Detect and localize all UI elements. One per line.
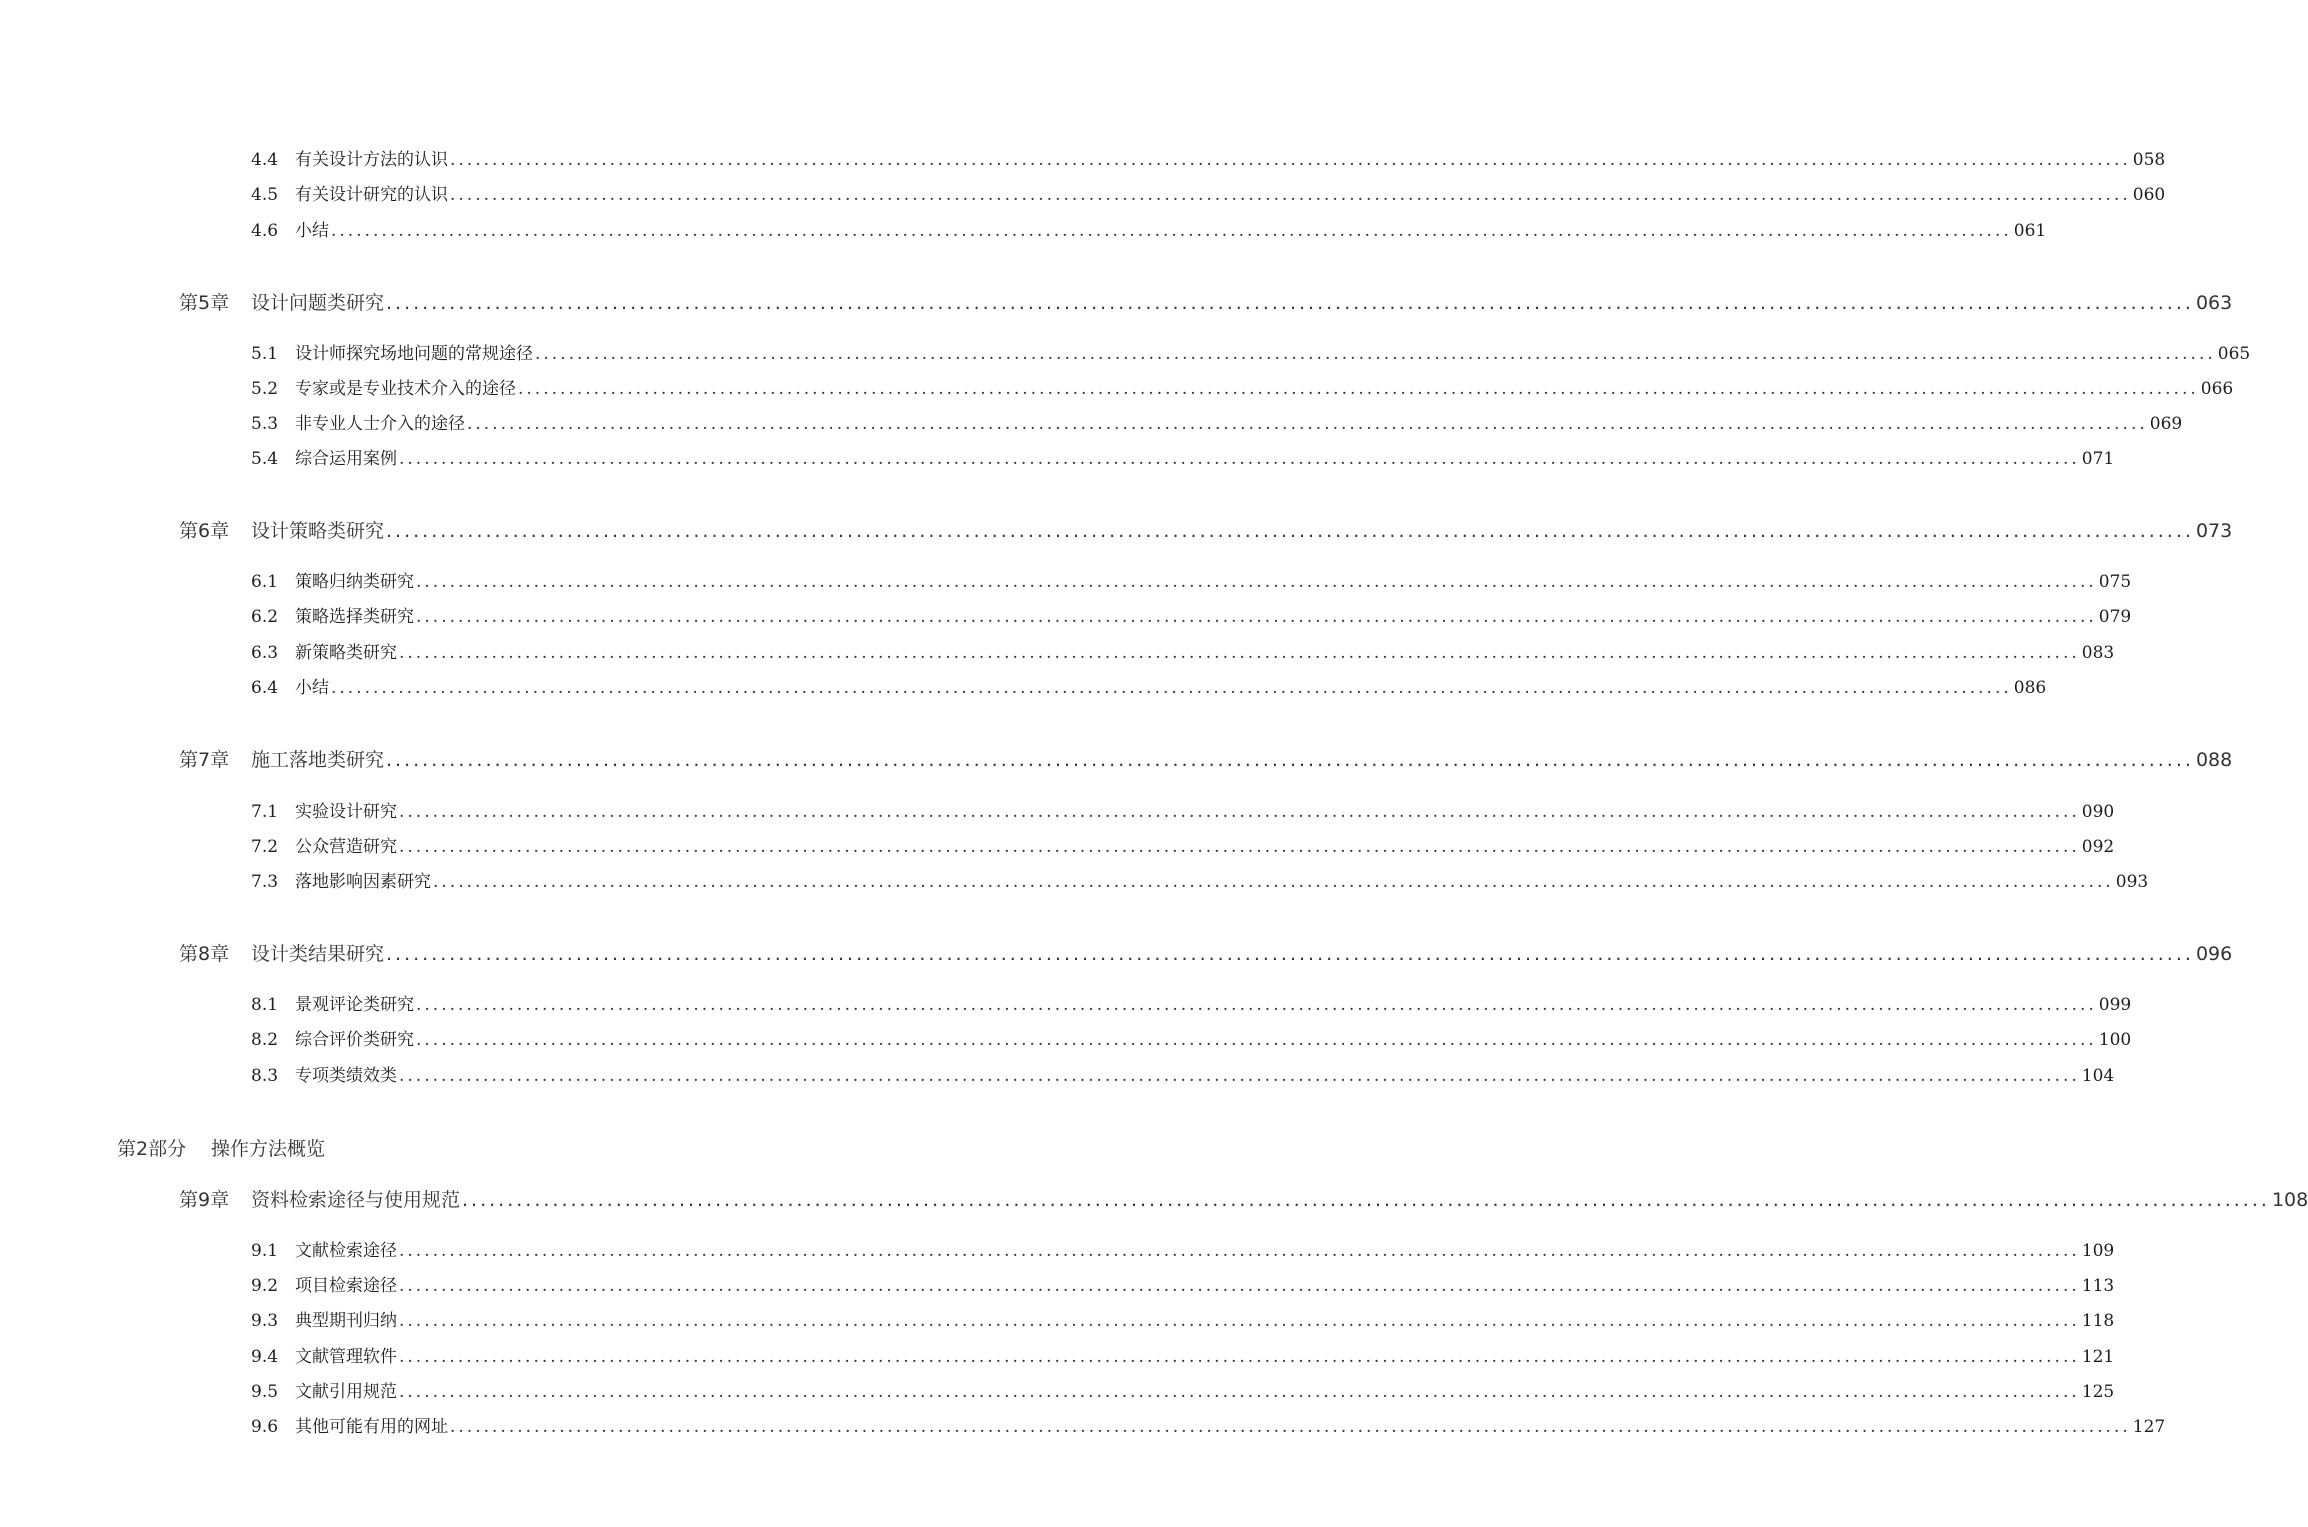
dot-leader: ........................................................................................................................................................................................................ — [386, 520, 2194, 542]
entry-number: 4.5 — [251, 185, 279, 205]
page-number: 121 — [2081, 1347, 2115, 1367]
entry-number: 8.2 — [251, 1030, 279, 1050]
dot-leader: ........................................................................................................................................................................................................ — [518, 379, 2199, 399]
toc-section-entry — [251, 145, 2166, 171]
dot-leader: ........................................................................................................................................................................................................ — [331, 678, 2012, 698]
entry-title: 设计师探究场地问题的常规途径 — [295, 344, 533, 364]
toc-section-entry — [251, 602, 2132, 628]
toc-section-entry — [251, 339, 2251, 365]
dot-leader: ........................................................................................................................................................................................................ — [450, 1417, 2131, 1437]
toc-section-entry — [251, 832, 2115, 858]
dot-leader: ........................................................................................................................................................................................................ — [399, 1276, 2080, 1296]
dot-leader: ........................................................................................................................................................................................................ — [386, 292, 2194, 314]
entry-title: 综合运用案例 — [295, 449, 397, 469]
toc-section-entry — [251, 1236, 2115, 1262]
dot-leader: ........................................................................................................................................................................................................ — [386, 749, 2194, 771]
dot-leader: ........................................................................................................................................................................................................ — [433, 872, 2114, 892]
entry-number: 7.1 — [251, 802, 279, 822]
dot-leader: ........................................................................................................................................................................................................ — [399, 1311, 2080, 1331]
entry-number: 第7章 — [179, 749, 230, 771]
toc-section-entry — [251, 567, 2132, 593]
page-number: 127 — [2132, 1417, 2166, 1437]
dot-leader: ........................................................................................................................................................................................................ — [399, 449, 2080, 469]
toc-section-entry — [251, 216, 2047, 242]
toc-section-entry — [251, 990, 2132, 1016]
entry-number: 9.6 — [251, 1417, 279, 1437]
entry-number: 9.2 — [251, 1276, 279, 1296]
dot-leader: ........................................................................................................................................................................................................ — [399, 1241, 2080, 1261]
toc-section-entry — [251, 638, 2115, 664]
entry-number: 6.4 — [251, 678, 279, 698]
page-number: 090 — [2081, 802, 2115, 822]
entry-title: 专项类绩效类 — [295, 1066, 397, 1086]
page-number: 058 — [2132, 150, 2166, 170]
dot-leader: ........................................................................................................................................................................................................ — [416, 1030, 2097, 1050]
entry-number: 8.3 — [251, 1066, 279, 1086]
toc-section-entry — [251, 797, 2115, 823]
entry-title: 文献引用规范 — [295, 1382, 397, 1402]
entry-number: 5.2 — [251, 379, 279, 399]
page-number: 118 — [2081, 1311, 2115, 1331]
entry-number: 第9章 — [179, 1189, 230, 1211]
page-number: 093 — [2115, 872, 2149, 892]
entry-title: 其他可能有用的网址 — [295, 1417, 448, 1437]
entry-number: 9.1 — [251, 1241, 279, 1261]
entry-number: 7.3 — [251, 872, 279, 892]
page-number: 075 — [2098, 572, 2132, 592]
entry-number: 9.3 — [251, 1311, 279, 1331]
page-number: 071 — [2081, 449, 2115, 469]
entry-title: 综合评价类研究 — [295, 1030, 414, 1050]
toc-chapter-entry — [179, 1185, 2308, 1215]
entry-title: 操作方法概览 — [211, 1138, 326, 1160]
dot-leader: ........................................................................................................................................................................................................ — [450, 185, 2131, 205]
entry-title: 设计策略类研究 — [251, 520, 385, 542]
entry-number: 第5章 — [179, 292, 230, 314]
entry-title: 典型期刊归纳 — [295, 1311, 397, 1331]
toc-section-entry — [251, 409, 2183, 435]
page-number: 104 — [2081, 1066, 2115, 1086]
toc-section-entry — [251, 1025, 2132, 1051]
toc-section-entry — [251, 673, 2047, 699]
toc-section-entry — [251, 867, 2149, 893]
entry-title: 文献检索途径 — [295, 1241, 397, 1261]
page-number: 079 — [2098, 607, 2132, 627]
entry-title: 文献管理软件 — [295, 1347, 397, 1367]
dot-leader: ........................................................................................................................................................................................................ — [416, 607, 2097, 627]
entry-number: 6.1 — [251, 572, 279, 592]
entry-number: 9.5 — [251, 1382, 279, 1402]
page-number: 088 — [2195, 749, 2233, 771]
entry-title: 策略选择类研究 — [295, 607, 414, 627]
entry-number: 4.4 — [251, 150, 279, 170]
page-number: 065 — [2217, 344, 2251, 364]
entry-number: 5.1 — [251, 344, 279, 364]
entry-number: 6.3 — [251, 643, 279, 663]
toc-section-entry — [251, 180, 2166, 206]
entry-number: 7.2 — [251, 837, 279, 857]
entry-title: 有关设计研究的认识 — [295, 185, 448, 205]
entry-title: 落地影响因素研究 — [295, 872, 431, 892]
entry-number: 第8章 — [179, 943, 230, 965]
dot-leader: ........................................................................................................................................................................................................ — [399, 802, 2080, 822]
entry-title: 公众营造研究 — [295, 837, 397, 857]
entry-title: 新策略类研究 — [295, 643, 397, 663]
entry-title: 景观评论类研究 — [295, 995, 414, 1015]
toc-section-entry — [251, 374, 2234, 400]
dot-leader: ........................................................................................................................................................................................................ — [399, 1347, 2080, 1367]
entry-title: 实验设计研究 — [295, 802, 397, 822]
dot-leader: ........................................................................................................................................................................................................ — [399, 1066, 2080, 1086]
dot-leader: ........................................................................................................................................................................................................ — [386, 943, 2194, 965]
page-number: 063 — [2195, 292, 2233, 314]
page-number: 092 — [2081, 837, 2115, 857]
dot-leader: ........................................................................................................................................................................................................ — [416, 995, 2097, 1015]
entry-title: 有关设计方法的认识 — [295, 150, 448, 170]
page-number: 083 — [2081, 643, 2115, 663]
toc-section-entry — [251, 1061, 2115, 1087]
entry-number: 4.6 — [251, 221, 279, 241]
page-number: 066 — [2200, 379, 2234, 399]
toc-section-entry — [251, 1377, 2115, 1403]
dot-leader: ........................................................................................................................................................................................................ — [416, 572, 2097, 592]
page-number: 096 — [2195, 943, 2233, 965]
toc-chapter-entry — [179, 288, 2233, 318]
page-number: 125 — [2081, 1382, 2115, 1402]
dot-leader: ........................................................................................................................................................................................................ — [399, 1382, 2080, 1402]
entry-number: 9.4 — [251, 1347, 279, 1367]
entry-title: 项目检索途径 — [295, 1276, 397, 1296]
toc-section-entry — [251, 1271, 2115, 1297]
entry-title: 小结 — [295, 678, 329, 698]
toc-section-entry — [251, 1306, 2115, 1332]
page-number: 108 — [2271, 1189, 2308, 1211]
entry-title: 施工落地类研究 — [251, 749, 385, 771]
toc-chapter-entry — [179, 939, 2233, 969]
entry-number: 5.4 — [251, 449, 279, 469]
toc-part-heading — [117, 1134, 617, 1164]
page-number: 100 — [2098, 1030, 2132, 1050]
page-number: 073 — [2195, 520, 2233, 542]
entry-title: 专家或是专业技术介入的途径 — [295, 379, 516, 399]
toc-section-entry — [251, 1412, 2166, 1438]
entry-title: 小结 — [295, 221, 329, 241]
page-number: 109 — [2081, 1241, 2115, 1261]
page-number: 113 — [2081, 1276, 2115, 1296]
entry-number: 第2部分 — [117, 1138, 187, 1160]
entry-number: 第6章 — [179, 520, 230, 542]
entry-title: 设计类结果研究 — [251, 943, 385, 965]
entry-title: 非专业人士介入的途径 — [295, 414, 465, 434]
page-number: 061 — [2013, 221, 2047, 241]
page-number: 060 — [2132, 185, 2166, 205]
dot-leader: ........................................................................................................................................................................................................ — [450, 150, 2131, 170]
toc-section-entry — [251, 1342, 2115, 1368]
toc-chapter-entry — [179, 745, 2233, 775]
dot-leader: ........................................................................................................................................................................................................ — [399, 837, 2080, 857]
toc-chapter-entry — [179, 516, 2233, 546]
dot-leader: ........................................................................................................................................................................................................ — [535, 344, 2216, 364]
page-number: 086 — [2013, 678, 2047, 698]
page-number: 099 — [2098, 995, 2132, 1015]
dot-leader: ........................................................................................................................................................................................................ — [462, 1189, 2270, 1211]
entry-number: 5.3 — [251, 414, 279, 434]
toc-section-entry — [251, 444, 2115, 470]
entry-title: 设计问题类研究 — [251, 292, 385, 314]
page-number: 069 — [2149, 414, 2183, 434]
dot-leader: ........................................................................................................................................................................................................ — [399, 643, 2080, 663]
dot-leader: ........................................................................................................................................................................................................ — [467, 414, 2148, 434]
entry-number: 6.2 — [251, 607, 279, 627]
entry-title: 策略归纳类研究 — [295, 572, 414, 592]
entry-title: 资料检索途径与使用规范 — [251, 1189, 461, 1211]
entry-number: 8.1 — [251, 995, 279, 1015]
dot-leader: ........................................................................................................................................................................................................ — [331, 221, 2012, 241]
